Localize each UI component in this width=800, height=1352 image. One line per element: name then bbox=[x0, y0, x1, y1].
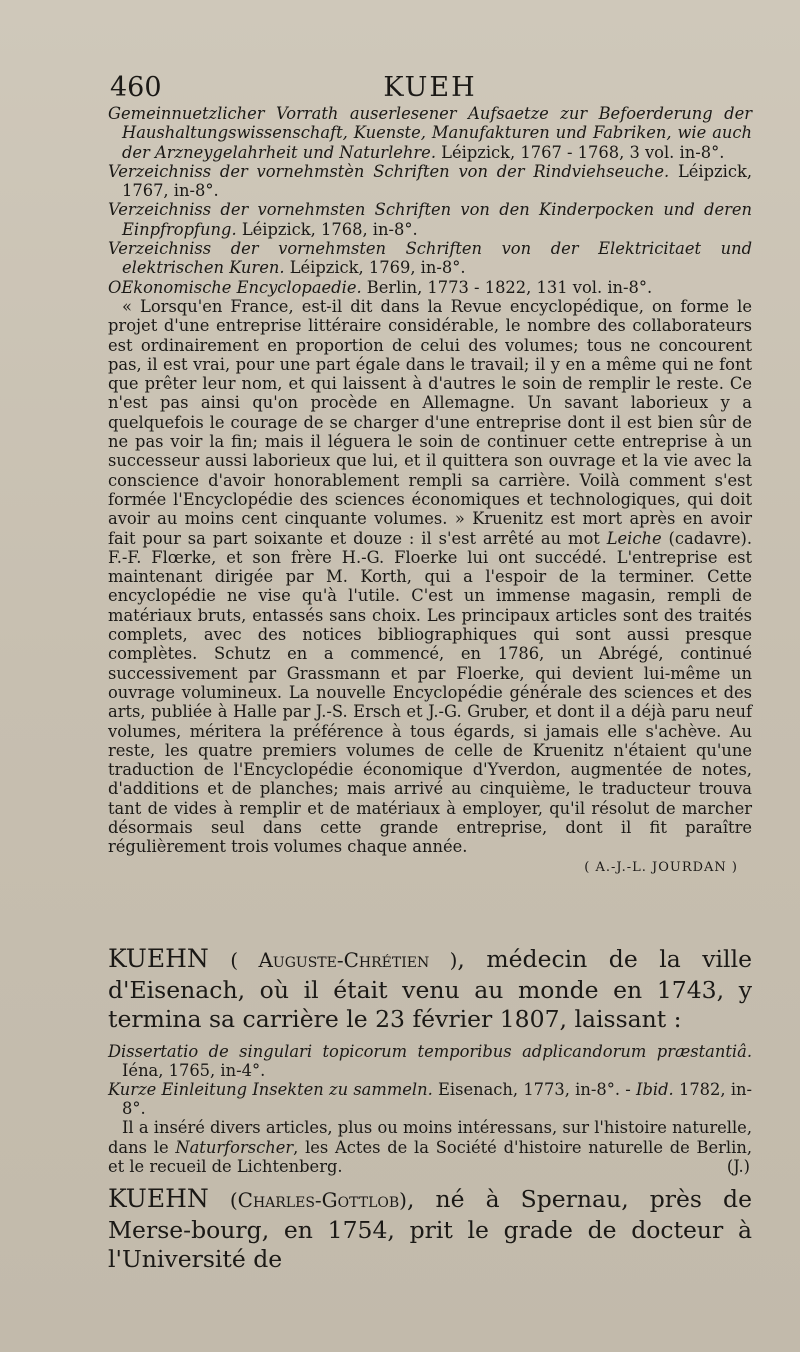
work-title: Verzeichniss der vornehmsten Schriften von den Kinderpocken und deren Einpfropfung. bbox=[108, 200, 752, 239]
work-imprint: Eisenach, 1773, in-8°. - bbox=[432, 1079, 637, 1099]
entry-forenames: (Charles-Gottlob) bbox=[229, 1188, 407, 1212]
bibliography-item bbox=[108, 162, 752, 201]
note-text-cont: , les Actes de la Société d'histoire naturelle de Berlin, et le recueil de Lichtenberg. bbox=[108, 1137, 753, 1176]
work-title: Dissertatio de singulari topicorum temporibus adplicandorum præstantiâ. bbox=[108, 1041, 752, 1061]
entry-name: KUEHN bbox=[108, 1184, 209, 1213]
work-imprint: Léipzick, 1769, in-8°. bbox=[284, 258, 466, 278]
note-text: Il a inséré divers articles, plus ou moins intéressans, sur l'histoire naturelle, dans le bbox=[108, 1118, 752, 1157]
entry-text: , médecin de la ville d'Eisenach, où il était venu au monde en 1743, y termina sa carrière le 23 février 1807, laissant : bbox=[108, 945, 752, 1033]
work-item bbox=[108, 1080, 752, 1118]
bibliography-section bbox=[108, 104, 752, 877]
quote-italic-word: Leiche bbox=[606, 528, 662, 548]
bibliography-item bbox=[108, 104, 752, 162]
quote-text-cont: (cadavre). F.-F. Flœrke, et son frère H.-G. Floerke lui ont succédé. L'entreprise est maintenant dirigée par M. Korth, qui a l'espoir de la terminer. Cette encyclopédie ne vise qu'à l'utile. C'est un immense magasin, rempli de matériaux bruts, entassés sans choix. Les principaux articles sont des traités complets, avec des notices bibliographiques qui sont aussi presque complètes. Schutz en a commencé, en 1786, un Abrégé, continué successivement par Grassmann et par Floerke, qui devient lui-même un ouvrage volumineux. La nouvelle Encyclopédie générale des sciences et des arts, publiée à Halle par J.-S. Ersch et J.-G. Gruber, et dont il a déjà paru neuf volumes, méritera la préférence à tous égards, si jamais elle s'achève. Au reste, les quatre premiers volumes de celle de Kruenitz n'étaient qu'une traduction de l'Encyclopédie économique d'Yverdon, augmentée de notes, d'additions et de planches; mais arrivé au cinquième, le traducteur trouva tant de vides à remplir et de matériaux à employer, qu'il résolut de marcher désormais seul dans cette grande entreprise, dont il fit paraître régulièrement trois volumes chaque année. bbox=[108, 528, 753, 857]
entry-text: , né à Spernau, près de Merse-bourg, en 1754, prit le grade de docteur à l'Université de bbox=[108, 1185, 752, 1273]
work-imprint: Berlin, 1773 - 1822, 131 vol. in-8°. bbox=[361, 277, 653, 297]
page-header bbox=[110, 72, 750, 106]
running-head: KUEH bbox=[383, 72, 477, 103]
bibliography-item bbox=[108, 200, 752, 239]
work-title: Verzeichniss der vornehmsten Schriften von der Elektricitaet und elektrischen Kuren. bbox=[108, 239, 752, 278]
bibliography-item bbox=[108, 239, 752, 278]
entry-kuehn-charles bbox=[108, 1184, 752, 1275]
entry-note bbox=[108, 1118, 752, 1176]
page-number: 460 bbox=[110, 72, 162, 103]
entry-heading bbox=[108, 1184, 752, 1275]
work-title: Gemeinnuetzlicher Vorrath auserlesener Aufsaetze zur Befoerderung der Haushaltungswissenschaft, Kuenste, Manufakturen und Fabriken, wie auch der Arzneygelahrheit und Naturlehre. bbox=[108, 104, 752, 162]
work-title: Kurze Einleitung Insekten zu sammeln. bbox=[108, 1079, 433, 1099]
work-imprint: Iéna, 1765, in-4°. bbox=[122, 1060, 266, 1080]
entry-heading bbox=[108, 944, 752, 1035]
entry-name: KUEHN bbox=[108, 944, 209, 973]
quote-text: « Lorsqu'en France, est-il dit dans la Revue encyclopédique, on forme le projet d'une entreprise littéraire considérable, le nombre des collaborateurs est ordinairement en proportion de celui des volumes; tous ne concourent pas, il est vrai, pour une part égale dans le travail; il y en a même qui ne font que prêter leur nom, et qui laissent à d'autres le soin de remplir le reste. Ce n'est pas ainsi qu'on procède en Allemagne. Un savant laborieux y a quelquefois le courage de se charger d'une entreprise dont il est bien sûr de ne pas voir la fin; mais il léguera le soin de continuer cette entreprise à un successeur aussi laborieux que lui, et il quittera son ouvrage et la vie avec la conscience d'avoir honorablement rempli sa carrière. Voilà comment s'est formée l'Encyclopédie des sciences économiques et technologiques, qui doit avoir au moins cent cinquante volumes. » Kruenitz est mort après en avoir fait pour sa part soixante et douze : il s'est arrêté au mot bbox=[108, 296, 752, 548]
author-signature: ( A.-J.-L. JOURDAN ) bbox=[584, 859, 738, 875]
entry-signature: (J.) bbox=[726, 1156, 750, 1176]
note-italic: Naturforscher bbox=[175, 1137, 294, 1157]
entry-forenames: ( Auguste-Chrétien ) bbox=[230, 948, 458, 972]
quote-paragraph bbox=[108, 297, 752, 857]
bibliography-item bbox=[108, 278, 752, 297]
work-imprint: Léipzick, 1767, in-8°. bbox=[122, 161, 752, 201]
work-title: OEkonomische Encyclopaedie. bbox=[108, 277, 362, 297]
work-title: Verzeichniss der vornehmstèn Schriften von der Rindviehseuche. bbox=[108, 161, 670, 181]
work-imprint-2: 1782, in-8°. bbox=[122, 1079, 753, 1119]
work-imprint: Léipzick, 1767 - 1768, 3 vol. in-8°. bbox=[436, 142, 725, 162]
entry-body bbox=[108, 1042, 752, 1176]
work-ibid: Ibid. bbox=[636, 1079, 674, 1099]
work-item bbox=[108, 1042, 752, 1080]
work-imprint: Léipzick, 1768, in-8°. bbox=[236, 219, 418, 239]
entry-kuehn-auguste bbox=[108, 944, 752, 1176]
